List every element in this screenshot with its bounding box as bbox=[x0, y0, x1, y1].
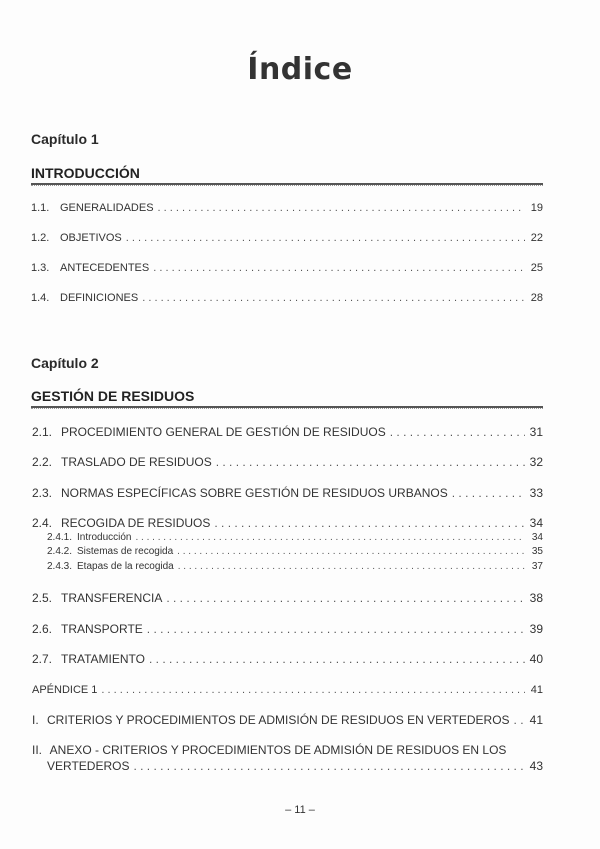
toc-entry-page: 34 bbox=[529, 516, 543, 530]
dot-leader bbox=[452, 486, 525, 500]
dot-leader bbox=[216, 455, 525, 469]
toc-entry[interactable] bbox=[32, 425, 543, 439]
toc-entry-title: RECOGIDA DE RESIDUOS bbox=[61, 516, 211, 530]
toc-entry-title: PROCEDIMIENTO GENERAL DE GESTIÓN DE RESIDUOS bbox=[61, 425, 386, 439]
dot-leader bbox=[149, 652, 525, 666]
toc-entry-page: 37 bbox=[531, 561, 543, 572]
toc-entry-page: 43 bbox=[529, 759, 543, 773]
toc-entry-page: 35 bbox=[531, 546, 543, 557]
toc-entry-number: 1.2. bbox=[31, 232, 50, 244]
dot-leader bbox=[126, 232, 525, 244]
toc-entry-appendix[interactable] bbox=[32, 684, 543, 696]
toc-entry-number: I. bbox=[32, 713, 39, 727]
toc-entry-title-line1: ANEXO - CRITERIOS Y PROCEDIMIENTOS DE ADMISIÓN DE RESIDUOS EN LOS bbox=[49, 743, 507, 757]
toc-entry-number: 1.4. bbox=[31, 292, 50, 304]
toc-entry-page: 38 bbox=[529, 591, 543, 605]
toc-entry-page: 22 bbox=[530, 232, 543, 244]
toc-entry[interactable] bbox=[32, 455, 543, 469]
toc-entry-title: DEFINICIONES bbox=[60, 292, 139, 304]
dot-leader bbox=[214, 516, 525, 530]
toc-entry-number: 2.5. bbox=[32, 591, 53, 605]
toc-entry-page: 40 bbox=[529, 652, 543, 666]
chapter-2-heading bbox=[31, 388, 543, 404]
toc-entry[interactable] bbox=[32, 591, 543, 605]
chapter-1-heading bbox=[31, 165, 543, 181]
toc-entry[interactable] bbox=[31, 262, 543, 274]
toc-entry-number: 2.6. bbox=[32, 622, 53, 636]
toc-entry[interactable] bbox=[32, 622, 543, 636]
toc-entry-title: ANTECEDENTES bbox=[60, 262, 150, 274]
dot-leader bbox=[133, 759, 525, 773]
toc-entry-continued[interactable] bbox=[47, 759, 543, 773]
chapter-2-heading-text: GESTIÓN DE RESIDUOS bbox=[31, 388, 195, 404]
toc-entry-page: 41 bbox=[530, 684, 543, 696]
toc-entry[interactable] bbox=[32, 486, 543, 500]
toc-entry-multiline[interactable] bbox=[32, 743, 506, 757]
toc-entry-title: OBJETIVOS bbox=[60, 232, 122, 244]
toc-entry-number: 2.3. bbox=[32, 486, 53, 500]
toc-entry-number: 2.4.1. bbox=[47, 532, 73, 543]
dot-leader bbox=[158, 202, 525, 214]
toc-entry-page: 28 bbox=[530, 292, 543, 304]
toc-entry[interactable] bbox=[31, 202, 543, 214]
toc-entry-number: 2.4. bbox=[32, 516, 53, 530]
toc-entry-title: Introducción bbox=[77, 532, 132, 543]
toc-entry-number: 2.1. bbox=[32, 425, 53, 439]
toc-entry-number: 2.2. bbox=[32, 455, 53, 469]
heading-rule bbox=[31, 183, 543, 186]
toc-entry-number: 2.7. bbox=[32, 652, 53, 666]
toc-entry-page: 19 bbox=[530, 202, 543, 214]
toc-entry[interactable] bbox=[31, 292, 543, 304]
toc-entry-title-line2: VERTEDEROS bbox=[47, 759, 130, 773]
toc-entry[interactable] bbox=[32, 713, 543, 727]
toc-entry-page: 39 bbox=[529, 622, 543, 636]
toc-entry-number: 2.4.3. bbox=[47, 561, 73, 572]
toc-entry-page: 33 bbox=[529, 486, 543, 500]
toc-entry-title: TRANSFERENCIA bbox=[61, 591, 163, 605]
toc-entry-page: 41 bbox=[529, 713, 543, 727]
chapter-1-label: Capítulo 1 bbox=[31, 131, 99, 147]
toc-entry[interactable] bbox=[32, 516, 543, 530]
dot-leader bbox=[177, 546, 525, 557]
toc-entry-page: 31 bbox=[529, 425, 543, 439]
toc-entry-page: 34 bbox=[531, 532, 543, 543]
toc-subentry[interactable] bbox=[47, 561, 543, 572]
toc-entry-title: Etapas de la recogida bbox=[77, 561, 174, 572]
toc-entry-title: NORMAS ESPECÍFICAS SOBRE GESTIÓN DE RESIDUOS URBANOS bbox=[61, 486, 448, 500]
toc-entry[interactable] bbox=[31, 232, 543, 244]
toc-entry-number: 1.3. bbox=[31, 262, 50, 274]
toc-subentry[interactable] bbox=[47, 546, 543, 557]
dot-leader bbox=[514, 713, 525, 727]
dot-leader bbox=[166, 591, 525, 605]
dot-leader bbox=[147, 622, 525, 636]
toc-entry-page: 32 bbox=[529, 455, 543, 469]
toc-entry[interactable] bbox=[32, 652, 543, 666]
heading-rule bbox=[31, 406, 543, 409]
toc-entry-title: CRITERIOS Y PROCEDIMIENTOS DE ADMISIÓN DE RESIDUOS EN VERTEDEROS bbox=[47, 713, 510, 727]
dot-leader bbox=[135, 532, 525, 543]
chapter-2-label: Capítulo 2 bbox=[31, 355, 99, 371]
dot-leader bbox=[142, 292, 525, 304]
toc-entry-title: APÉNDICE 1 bbox=[32, 684, 98, 696]
toc-entry-title: TRATAMIENTO bbox=[61, 652, 145, 666]
toc-entry-number: 1.1. bbox=[31, 202, 50, 214]
toc-entry-page: 25 bbox=[530, 262, 543, 274]
dot-leader bbox=[390, 425, 525, 439]
toc-entry-title: TRANSPORTE bbox=[61, 622, 143, 636]
dot-leader bbox=[153, 262, 525, 274]
toc-entry-title: GENERALIDADES bbox=[60, 202, 154, 214]
toc-entry-title: Sistemas de recogida bbox=[77, 546, 174, 557]
toc-subentry[interactable] bbox=[47, 532, 543, 543]
dot-leader bbox=[178, 561, 525, 572]
page-title: Índice bbox=[247, 52, 353, 87]
page-number: – 11 – bbox=[285, 804, 315, 816]
toc-entry-number: 2.4.2. bbox=[47, 546, 73, 557]
dot-leader bbox=[101, 684, 525, 696]
toc-entry-title: TRASLADO DE RESIDUOS bbox=[61, 455, 212, 469]
toc-entry-number: II. bbox=[32, 743, 43, 757]
chapter-1-heading-text: INTRODUCCIÓN bbox=[31, 165, 140, 181]
